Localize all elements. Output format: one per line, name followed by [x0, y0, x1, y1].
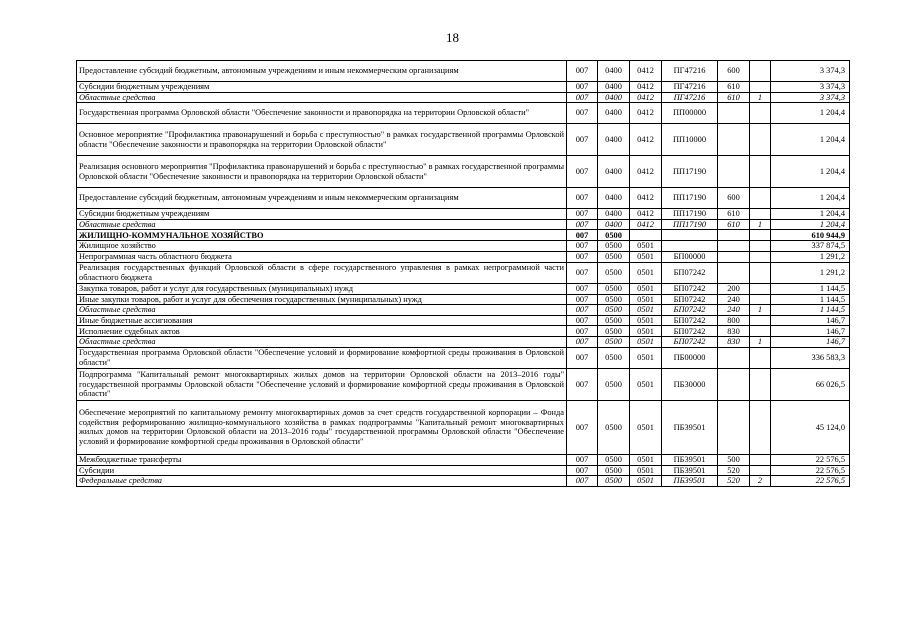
cell-amount: 336 583,3 — [771, 347, 850, 368]
cell-target-code: ПП17190 — [662, 188, 718, 209]
cell-ministry-code: 007 — [567, 294, 598, 305]
cell-amount: 1 204,4 — [771, 219, 850, 230]
cell-section-code: 0500 — [598, 326, 630, 337]
cell-expense-type: 610 — [718, 82, 750, 93]
cell-ministry-code: 007 — [567, 61, 598, 82]
cell-subsection-code: 0412 — [630, 82, 662, 93]
cell-subsection-code: 0501 — [630, 454, 662, 465]
cell-target-code: ПГ47216 — [662, 61, 718, 82]
cell-ministry-code: 007 — [567, 219, 598, 230]
cell-target-code: БП00000 — [662, 251, 718, 262]
cell-amount: 66 026,5 — [771, 368, 850, 400]
cell-expense-type: 520 — [718, 476, 750, 487]
cell-funding-source — [750, 103, 771, 124]
cell-funding-source — [750, 283, 771, 294]
cell-section-code: 0500 — [598, 262, 630, 283]
cell-target-code: ПГ47216 — [662, 92, 718, 103]
cell-expense-type — [718, 241, 750, 252]
table-row — [77, 209, 850, 220]
cell-subsection-code: 0501 — [630, 294, 662, 305]
cell-expense-type — [718, 400, 750, 454]
cell-ministry-code: 007 — [567, 454, 598, 465]
table-row — [77, 262, 850, 283]
cell-funding-source — [750, 294, 771, 305]
cell-name: ЖИЛИЩНО-КОММУНАЛЬНОЕ ХОЗЯЙСТВО — [77, 230, 567, 241]
table-row — [77, 103, 850, 124]
cell-amount: 610 944,9 — [771, 230, 850, 241]
cell-funding-source — [750, 315, 771, 326]
cell-funding-source — [750, 61, 771, 82]
cell-section-code: 0500 — [598, 454, 630, 465]
cell-expense-type: 830 — [718, 337, 750, 348]
cell-amount: 1 204,4 — [771, 188, 850, 209]
cell-ministry-code: 007 — [567, 230, 598, 241]
cell-section-code: 0500 — [598, 230, 630, 241]
table-row — [77, 315, 850, 326]
table-row — [77, 92, 850, 103]
cell-expense-type: 600 — [718, 61, 750, 82]
table-row — [77, 230, 850, 241]
table-row — [77, 124, 850, 156]
cell-funding-source — [750, 188, 771, 209]
cell-target-code: ПП17190 — [662, 209, 718, 220]
cell-ministry-code: 007 — [567, 476, 598, 487]
cell-funding-source: 1 — [750, 305, 771, 316]
cell-amount: 1 144,5 — [771, 294, 850, 305]
cell-section-code: 0500 — [598, 465, 630, 476]
table-row — [77, 326, 850, 337]
cell-name: Областные средства — [77, 337, 567, 348]
cell-name: Реализация основного мероприятия "Профилактика правонарушений и борьба с преступностью" в рамках государственной программы Орловской области "Обеспечение законности и правопорядка на территории Орловской области" — [77, 156, 567, 188]
cell-amount: 22 576,5 — [771, 476, 850, 487]
cell-ministry-code: 007 — [567, 283, 598, 294]
cell-amount: 3 374,3 — [771, 92, 850, 103]
cell-ministry-code: 007 — [567, 347, 598, 368]
cell-expense-type: 600 — [718, 188, 750, 209]
cell-ministry-code: 007 — [567, 103, 598, 124]
cell-ministry-code: 007 — [567, 326, 598, 337]
cell-name: Государственная программа Орловской области "Обеспечение условий и формирование комфортной среды проживания в Орловской области" — [77, 347, 567, 368]
cell-target-code: БП07242 — [662, 326, 718, 337]
cell-amount: 1 204,4 — [771, 103, 850, 124]
cell-section-code: 0500 — [598, 476, 630, 487]
cell-expense-type: 830 — [718, 326, 750, 337]
cell-expense-type: 610 — [718, 209, 750, 220]
cell-name: Непрограммная часть областного бюджета — [77, 251, 567, 262]
cell-amount: 22 576,5 — [771, 465, 850, 476]
cell-name: Подпрограмма "Капитальный ремонт многоквартирных жилых домов на территории Орловской области на 2013–2016 годы" государственной программы Орловской области "Обеспечение условий и формирование комфортной среды проживания в Орловской области" — [77, 368, 567, 400]
cell-ministry-code: 007 — [567, 262, 598, 283]
cell-subsection-code: 0412 — [630, 156, 662, 188]
cell-subsection-code: 0412 — [630, 188, 662, 209]
cell-funding-source — [750, 326, 771, 337]
cell-ministry-code: 007 — [567, 156, 598, 188]
cell-subsection-code: 0501 — [630, 326, 662, 337]
cell-amount: 146,7 — [771, 315, 850, 326]
cell-ministry-code: 007 — [567, 315, 598, 326]
cell-name: Реализация государственных функций Орловской области в сфере государственного управления в рамках непрограммной части областного бюджета — [77, 262, 567, 283]
cell-section-code: 0500 — [598, 283, 630, 294]
cell-funding-source: 1 — [750, 337, 771, 348]
cell-expense-type — [718, 262, 750, 283]
cell-amount: 1 204,4 — [771, 209, 850, 220]
cell-ministry-code: 007 — [567, 92, 598, 103]
cell-ministry-code: 007 — [567, 368, 598, 400]
table-body — [77, 61, 850, 487]
cell-subsection-code: 0501 — [630, 476, 662, 487]
cell-amount: 337 874,5 — [771, 241, 850, 252]
table-row — [77, 368, 850, 400]
cell-amount: 1 144,5 — [771, 283, 850, 294]
cell-funding-source: 1 — [750, 219, 771, 230]
cell-expense-type: 240 — [718, 294, 750, 305]
budget-table — [76, 60, 850, 487]
cell-target-code — [662, 241, 718, 252]
cell-ministry-code: 007 — [567, 305, 598, 316]
cell-target-code — [662, 230, 718, 241]
cell-target-code: БП07242 — [662, 315, 718, 326]
cell-subsection-code: 0501 — [630, 251, 662, 262]
cell-subsection-code — [630, 230, 662, 241]
cell-subsection-code: 0501 — [630, 368, 662, 400]
cell-ministry-code: 007 — [567, 400, 598, 454]
table-row — [77, 82, 850, 93]
cell-expense-type: 520 — [718, 465, 750, 476]
table-row — [77, 347, 850, 368]
cell-expense-type: 200 — [718, 283, 750, 294]
cell-expense-type — [718, 368, 750, 400]
table-row — [77, 188, 850, 209]
cell-amount: 3 374,3 — [771, 82, 850, 93]
cell-funding-source — [750, 230, 771, 241]
cell-section-code: 0400 — [598, 188, 630, 209]
cell-section-code: 0500 — [598, 368, 630, 400]
cell-name: Обеспечение мероприятий по капитальному ремонту многоквартирных домов за счет средств государственной корпорации – Фонда содействия реформированию жилищно-коммунального хозяйства в рамках подпрограммы "Капитальный ремонт многоквартирных жилых домов на территории Орловской области на 2013–2016 годы" государственной программы Орловской области "Обеспечение условий и формирование комфортной среды проживания в Орловской области" — [77, 400, 567, 454]
cell-target-code: ПП17190 — [662, 219, 718, 230]
table-row — [77, 476, 850, 487]
cell-name: Государственная программа Орловской области "Обеспечение законности и правопорядка на территории Орловской области" — [77, 103, 567, 124]
cell-target-code: ПП00000 — [662, 103, 718, 124]
cell-section-code: 0500 — [598, 347, 630, 368]
cell-funding-source — [750, 241, 771, 252]
page-number: 18 — [446, 30, 459, 45]
cell-subsection-code: 0501 — [630, 347, 662, 368]
cell-subsection-code: 0501 — [630, 465, 662, 476]
cell-target-code: ПБ39501 — [662, 454, 718, 465]
cell-funding-source — [750, 156, 771, 188]
cell-section-code: 0500 — [598, 294, 630, 305]
cell-ministry-code: 007 — [567, 82, 598, 93]
cell-funding-source: 2 — [750, 476, 771, 487]
table-row — [77, 156, 850, 188]
cell-funding-source — [750, 465, 771, 476]
cell-amount: 1 144,5 — [771, 305, 850, 316]
cell-funding-source: 1 — [750, 92, 771, 103]
cell-name: Федеральные средства — [77, 476, 567, 487]
table-row — [77, 241, 850, 252]
cell-target-code: БП07242 — [662, 337, 718, 348]
cell-funding-source — [750, 124, 771, 156]
cell-name: Областные средства — [77, 305, 567, 316]
cell-section-code: 0400 — [598, 219, 630, 230]
cell-name: Иные закупки товаров, работ и услуг для обеспечения государственных (муниципальных) нужд — [77, 294, 567, 305]
cell-subsection-code: 0501 — [630, 400, 662, 454]
cell-ministry-code: 007 — [567, 209, 598, 220]
cell-target-code: ПБ39501 — [662, 400, 718, 454]
cell-name: Областные средства — [77, 219, 567, 230]
cell-amount: 1 204,4 — [771, 156, 850, 188]
cell-target-code: ПБ30000 — [662, 368, 718, 400]
cell-expense-type — [718, 124, 750, 156]
cell-ministry-code: 007 — [567, 337, 598, 348]
cell-amount: 1 204,4 — [771, 124, 850, 156]
cell-funding-source — [750, 347, 771, 368]
table-row — [77, 61, 850, 82]
cell-amount: 22 576,5 — [771, 454, 850, 465]
cell-subsection-code: 0412 — [630, 209, 662, 220]
cell-target-code: ПБ00000 — [662, 347, 718, 368]
cell-name: Иные бюджетные ассигнования — [77, 315, 567, 326]
cell-subsection-code: 0412 — [630, 219, 662, 230]
cell-funding-source — [750, 400, 771, 454]
cell-section-code: 0400 — [598, 92, 630, 103]
table-row — [77, 454, 850, 465]
cell-section-code: 0400 — [598, 156, 630, 188]
cell-expense-type — [718, 103, 750, 124]
cell-expense-type — [718, 251, 750, 262]
cell-funding-source — [750, 209, 771, 220]
cell-amount: 146,7 — [771, 337, 850, 348]
cell-section-code: 0500 — [598, 241, 630, 252]
cell-section-code: 0400 — [598, 103, 630, 124]
cell-name: Основное мероприятие "Профилактика правонарушений и борьба с преступностью" в рамках государственной программы Орловской области "Обеспечение законности и правопорядка на территории Орловской области" — [77, 124, 567, 156]
table-row — [77, 219, 850, 230]
cell-funding-source — [750, 251, 771, 262]
cell-expense-type — [718, 156, 750, 188]
cell-funding-source — [750, 368, 771, 400]
table-row — [77, 294, 850, 305]
cell-expense-type: 610 — [718, 92, 750, 103]
cell-section-code: 0400 — [598, 209, 630, 220]
cell-target-code: ПБ39501 — [662, 476, 718, 487]
cell-section-code: 0400 — [598, 61, 630, 82]
cell-subsection-code: 0501 — [630, 337, 662, 348]
cell-expense-type: 800 — [718, 315, 750, 326]
cell-expense-type — [718, 230, 750, 241]
cell-name: Предоставление субсидий бюджетным, автономным учреждениям и иным некоммерческим организациям — [77, 188, 567, 209]
cell-funding-source — [750, 454, 771, 465]
cell-section-code: 0400 — [598, 124, 630, 156]
table-row — [77, 465, 850, 476]
cell-section-code: 0500 — [598, 400, 630, 454]
cell-target-code: БП07242 — [662, 262, 718, 283]
cell-section-code: 0500 — [598, 251, 630, 262]
cell-subsection-code: 0412 — [630, 103, 662, 124]
table-row — [77, 305, 850, 316]
cell-amount: 3 374,3 — [771, 61, 850, 82]
cell-ministry-code: 007 — [567, 465, 598, 476]
cell-subsection-code: 0501 — [630, 315, 662, 326]
table-row — [77, 283, 850, 294]
cell-expense-type: 500 — [718, 454, 750, 465]
cell-ministry-code: 007 — [567, 188, 598, 209]
cell-section-code: 0400 — [598, 82, 630, 93]
cell-ministry-code: 007 — [567, 124, 598, 156]
cell-target-code: ПП10000 — [662, 124, 718, 156]
cell-target-code: ПБ39501 — [662, 465, 718, 476]
cell-name: Субсидии бюджетным учреждениям — [77, 82, 567, 93]
cell-target-code: ПП17190 — [662, 156, 718, 188]
cell-subsection-code: 0501 — [630, 305, 662, 316]
cell-target-code: БП07242 — [662, 283, 718, 294]
cell-amount: 1 291,2 — [771, 251, 850, 262]
cell-name: Жилищное хозяйство — [77, 241, 567, 252]
cell-subsection-code: 0412 — [630, 124, 662, 156]
cell-name: Субсидии бюджетным учреждениям — [77, 209, 567, 220]
cell-name: Областные средства — [77, 92, 567, 103]
cell-amount: 45 124,0 — [771, 400, 850, 454]
table-row — [77, 400, 850, 454]
cell-subsection-code: 0501 — [630, 241, 662, 252]
cell-target-code: ПГ47216 — [662, 82, 718, 93]
table-row — [77, 337, 850, 348]
cell-ministry-code: 007 — [567, 251, 598, 262]
cell-section-code: 0500 — [598, 315, 630, 326]
cell-funding-source — [750, 82, 771, 93]
cell-section-code: 0500 — [598, 337, 630, 348]
cell-target-code: БП07242 — [662, 305, 718, 316]
cell-name: Исполнение судебных актов — [77, 326, 567, 337]
cell-name: Предоставление субсидий бюджетным, автономным учреждениям и иным некоммерческим организациям — [77, 61, 567, 82]
cell-expense-type: 240 — [718, 305, 750, 316]
cell-name: Закупка товаров, работ и услуг для государственных (муниципальных) нужд — [77, 283, 567, 294]
cell-expense-type: 610 — [718, 219, 750, 230]
cell-amount: 1 291,2 — [771, 262, 850, 283]
cell-subsection-code: 0412 — [630, 61, 662, 82]
cell-ministry-code: 007 — [567, 241, 598, 252]
cell-funding-source — [750, 262, 771, 283]
cell-expense-type — [718, 347, 750, 368]
cell-name: Субсидии — [77, 465, 567, 476]
cell-amount: 146,7 — [771, 326, 850, 337]
table-row — [77, 251, 850, 262]
cell-name: Межбюджетные трансферты — [77, 454, 567, 465]
cell-section-code: 0500 — [598, 305, 630, 316]
cell-subsection-code: 0501 — [630, 262, 662, 283]
cell-subsection-code: 0501 — [630, 283, 662, 294]
cell-subsection-code: 0412 — [630, 92, 662, 103]
cell-target-code: БП07242 — [662, 294, 718, 305]
